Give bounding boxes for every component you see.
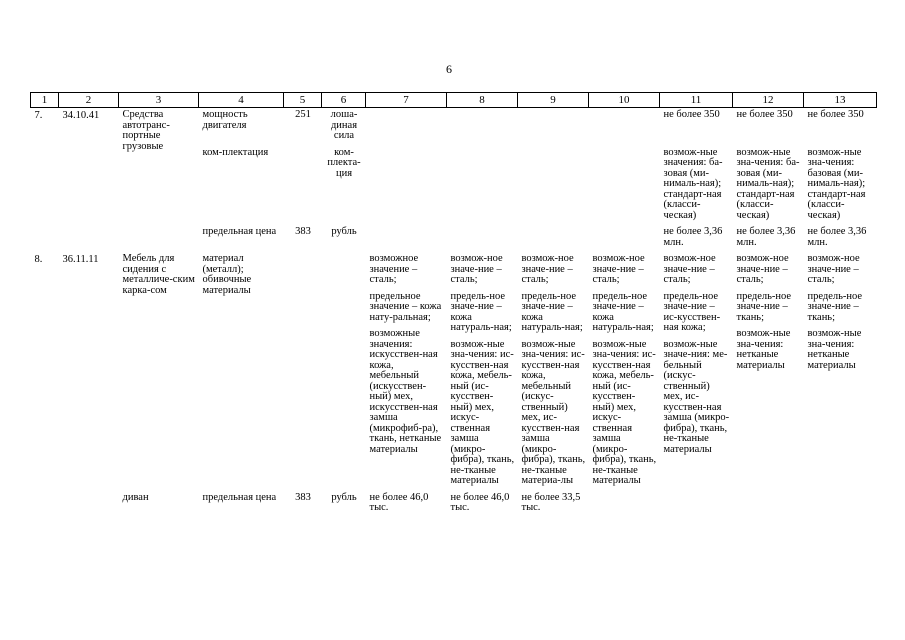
value-paragraph: не более 3,36 млн. <box>807 226 867 248</box>
table-row <box>31 491 877 518</box>
okpd-code <box>59 491 119 518</box>
value-cell-v10 <box>589 252 660 491</box>
value-cell-v9 <box>518 252 589 491</box>
characteristic-name: мощность двигателя <box>202 109 248 131</box>
okei-code: 383 <box>295 226 311 237</box>
value-paragraph: не более 46,0 тыс. <box>450 491 510 513</box>
value-cell-v11 <box>660 146 733 226</box>
column-number-header: 5 <box>284 93 322 108</box>
value-paragraph: не более 350 <box>736 109 793 120</box>
value-paragraph: предель-ное значе-ние – ис-кусствен-ная кожа; <box>663 290 721 333</box>
value-paragraph: предель-ное значе-ние – кожа натураль-ная; <box>521 290 583 333</box>
value-paragraph: возмож-ное значе-ние – сталь; <box>521 253 574 285</box>
value-paragraph: возмож-ные зна-чения: ис-кусствен-ная кожа, мебельный (искус-ственный) мех, ис-кусствен-ная замша (микро-фибра), ткань, не-тканые материа-лы <box>521 338 586 486</box>
item-name: Мебель для сидения с металличе-ским карка-сом <box>122 253 195 296</box>
value-paragraph: не более 350 <box>663 109 720 120</box>
table-row <box>31 108 877 146</box>
value-paragraph: возмож-ные значе-ния: ме-бельный (искус-ственный) мех, ис-кусствен-ная замша (микро-фибра), ткань, не-тканые материалы <box>663 338 730 455</box>
value-paragraph: предель-ное значе-ние – ткань; <box>736 290 792 323</box>
row-number: 8. <box>34 254 43 265</box>
value-paragraph: предель-ное значе-ние – кожа натураль-ная; <box>592 290 654 333</box>
unit-name: рубль <box>331 491 357 503</box>
okpd-code: 36.11.11 <box>62 254 99 265</box>
value-paragraph: возмож-ное значе-ние – сталь; <box>592 253 645 285</box>
okei-code: 383 <box>295 491 311 503</box>
value-cell-v9 <box>518 491 589 518</box>
characteristic-name: ком-плектация <box>202 146 269 158</box>
characteristic-name: предельная цена <box>202 226 277 237</box>
value-cell-v12 <box>733 146 804 226</box>
value-cell-v9 <box>518 225 589 252</box>
okei-code <box>284 252 322 491</box>
value-cell-v13 <box>804 491 877 518</box>
column-number-header: 3 <box>119 93 199 108</box>
value-paragraph: возмож-ные зна-чения: нетканые материалы <box>736 328 791 371</box>
unit-name <box>322 252 366 491</box>
column-number-header: 13 <box>804 93 877 108</box>
value-cell-v11 <box>660 108 733 146</box>
column-number-header: 11 <box>660 93 733 108</box>
okei-code <box>284 146 322 226</box>
column-number-header: 9 <box>518 93 589 108</box>
value-cell-v7 <box>366 491 447 518</box>
value-paragraph: не более 3,36 млн. <box>736 226 796 248</box>
value-cell-v10 <box>589 225 660 252</box>
value-paragraph: возмож-ные зна-чения: ба-зовая (ми-нималь-ная); стандарт-ная (класси-ческая) <box>736 146 800 221</box>
value-cell-v7 <box>366 146 447 226</box>
unit-name: ком-плекта-ция <box>327 146 361 179</box>
column-number-header: 6 <box>322 93 366 108</box>
characteristic-name: материал (металл); обивочные материалы <box>202 253 252 296</box>
page-number: 6 <box>446 62 452 76</box>
okpd-code: 34.10.41 <box>62 110 100 121</box>
value-paragraph: возможные значения: искусствен-ная кожа, мебельный (искусствен-ный) мех, искусствен-ная замша (микрофиб-ра), ткань, нетканые материалы <box>369 328 442 455</box>
okei-code: 251 <box>295 109 311 120</box>
value-paragraph: возмож-ные зна-чения: нетканые материалы <box>807 328 862 371</box>
value-cell-v10 <box>589 146 660 226</box>
value-cell-v8 <box>447 252 518 491</box>
value-paragraph: возмож-ные зна-чения: ис-кусствен-ная кожа, мебель-ный (ис-кусствен-ный) мех, искус-ственная замша (микро-фибра), ткань, не-тканые материалы <box>592 338 657 486</box>
value-paragraph: не более 33,5 тыс. <box>521 491 581 513</box>
unit-name: рубль <box>331 226 357 237</box>
characteristic-name: предельная цена <box>202 491 277 503</box>
value-cell-v8 <box>447 146 518 226</box>
value-cell-v8 <box>447 108 518 146</box>
row-number: 7. <box>34 110 43 121</box>
value-cell-v13 <box>804 225 877 252</box>
item-name: Средства автотранс-портные грузовые <box>122 109 170 152</box>
table-row <box>31 252 877 491</box>
value-cell-v7 <box>366 252 447 491</box>
value-cell-v11 <box>660 491 733 518</box>
value-paragraph: возможное значение – сталь; <box>369 253 419 285</box>
value-paragraph: возмож-ное значе-ние – сталь; <box>736 253 789 285</box>
requirements-table-container <box>30 92 876 518</box>
value-paragraph: предельное значение – кожа нату-ральная; <box>369 290 442 323</box>
row-number <box>31 491 59 518</box>
value-cell-v10 <box>589 491 660 518</box>
value-paragraph: предель-ное значе-ние – кожа натураль-ная; <box>450 290 512 333</box>
value-cell-v9 <box>518 108 589 146</box>
value-cell-v11 <box>660 225 733 252</box>
value-paragraph: не более 46,0 тыс. <box>369 491 429 513</box>
value-paragraph: возмож-ные значения: ба-зовая (ми-нималь-ная); стандарт-ная (класси-ческая) <box>663 146 723 221</box>
value-cell-v11 <box>660 252 733 491</box>
value-cell-v13 <box>804 108 877 146</box>
table-body <box>31 108 877 518</box>
value-cell-v12 <box>733 225 804 252</box>
column-number-header: 2 <box>59 93 119 108</box>
value-paragraph: предель-ное значе-ние – ткань; <box>807 290 863 323</box>
value-paragraph: возмож-ные зна-чения: базовая (ми-нималь-ная); стандарт-ная (класси-ческая) <box>807 146 866 221</box>
column-number-header: 10 <box>589 93 660 108</box>
value-cell-v12 <box>733 108 804 146</box>
column-numbers-row <box>31 93 877 108</box>
value-cell-v13 <box>804 252 877 491</box>
value-cell-v8 <box>447 491 518 518</box>
value-cell-v12 <box>733 252 804 491</box>
value-paragraph: не более 350 <box>807 109 864 120</box>
value-cell-v7 <box>366 225 447 252</box>
value-cell-v8 <box>447 225 518 252</box>
column-number-header: 7 <box>366 93 447 108</box>
item-name: диван <box>122 491 149 503</box>
value-cell-v10 <box>589 108 660 146</box>
value-paragraph: не более 3,36 млн. <box>663 226 723 248</box>
value-paragraph: возмож-ное значе-ние – сталь; <box>807 253 860 285</box>
value-cell-v12 <box>733 491 804 518</box>
unit-name: лоша-диная сила <box>330 109 358 141</box>
value-cell-v9 <box>518 146 589 226</box>
column-number-header: 1 <box>31 93 59 108</box>
column-number-header: 4 <box>199 93 284 108</box>
column-number-header: 8 <box>447 93 518 108</box>
value-paragraph: возмож-ные зна-чения: ис-кусствен-ная кожа, мебель-ный (ис-кусствен-ный) мех, искус-ственная замша (микро-фибра), ткань, не-тканые материалы <box>450 338 515 486</box>
value-paragraph: возмож-ное значе-ние – сталь; <box>663 253 716 285</box>
column-number-header: 12 <box>733 93 804 108</box>
value-cell-v13 <box>804 146 877 226</box>
value-paragraph: возмож-ное значе-ние – сталь; <box>450 253 503 285</box>
value-cell-v7 <box>366 108 447 146</box>
requirements-table <box>30 92 877 518</box>
